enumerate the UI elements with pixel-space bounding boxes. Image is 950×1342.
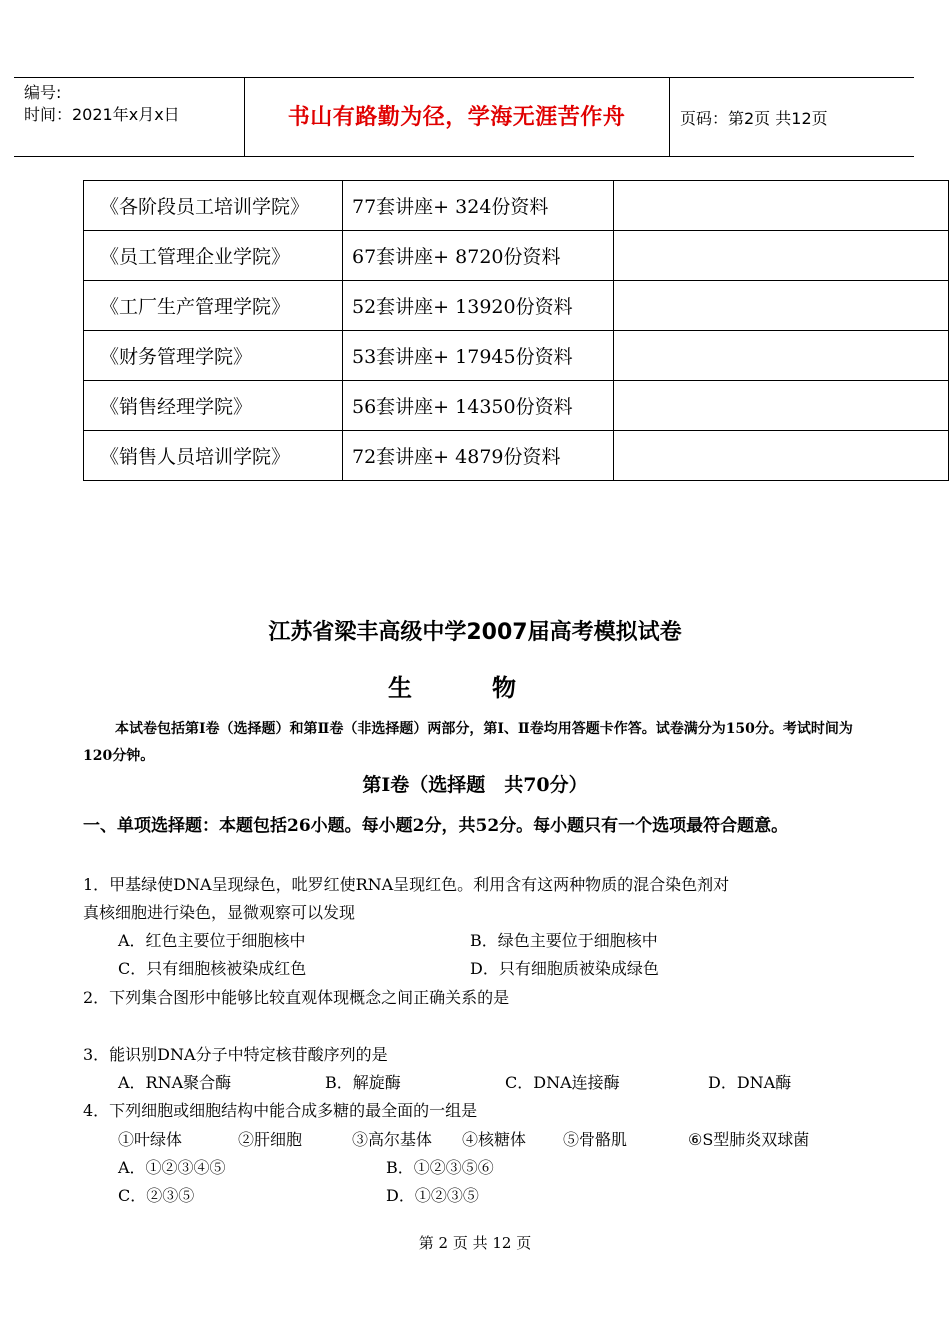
catalog-note: [614, 181, 949, 231]
part-title: 第Ⅰ卷（选择题 共70分）: [362, 774, 588, 796]
page-footer: 第 2 页 共 12 页: [418, 1234, 532, 1252]
question-4-item: ④核糖体: [462, 1130, 527, 1149]
question-1-option-b: B．绿色主要位于细胞核中: [470, 931, 658, 950]
question-4-item: ⑥S型肺炎双球菌: [688, 1130, 810, 1149]
exam-intro: 本试卷包括第Ⅰ卷（选择题）和第Ⅱ卷（非选择题）两部分，第Ⅰ、Ⅱ卷均用答题卡作答。试卷满分为150分。考试时间为120分钟。: [83, 721, 853, 764]
catalog-name: 《各阶段员工培训学院》: [84, 181, 343, 231]
catalog-note: [614, 431, 949, 481]
catalog-name: 《销售人员培训学院》: [84, 431, 343, 481]
question-1-option-d: D．只有细胞质被染成绿色: [470, 959, 659, 978]
subject-char: 物: [492, 674, 516, 702]
question-1-stem-cont: 真核细胞进行染色，显微观察可以发现: [83, 903, 356, 922]
table-row: [84, 231, 949, 281]
question-2-stem: 2．下列集合图形中能够比较直观体现概念之间正确关系的是: [83, 988, 510, 1007]
subject-char: 生: [388, 674, 412, 702]
catalog-table: [83, 180, 949, 481]
catalog-note: [614, 381, 949, 431]
table-row: [84, 431, 949, 481]
question-1-stem: 1．甲基绿使DNA呈现绿色，吡罗红使RNA呈现红色。利用含有这两种物质的混合染色剂对: [83, 875, 730, 894]
table-row: [84, 181, 949, 231]
question-3-option-c: C．DNA连接酶: [505, 1073, 620, 1092]
section-heading: 一、单项选择题：本题包括26小题。每小题2分，共52分。每小题只有一个选项最符合题意。: [83, 816, 789, 836]
catalog-note: [614, 331, 949, 381]
number-label: 编号:: [24, 83, 62, 102]
catalog-name: 《财务管理学院》: [84, 331, 343, 381]
exam-title: 江苏省梁丰高级中学2007届高考模拟试卷: [268, 620, 682, 645]
question-4-item: ①叶绿体: [118, 1130, 183, 1149]
time-label: 时间：2021年x月x日: [24, 105, 180, 124]
table-row: [84, 331, 949, 381]
catalog-name: 《销售经理学院》: [84, 381, 343, 431]
catalog-note: [614, 281, 949, 331]
question-1-option-c: C．只有细胞核被染成红色: [118, 959, 307, 978]
question-4-stem: 4．下列细胞或细胞结构中能合成多糖的最全面的一组是: [83, 1101, 478, 1120]
catalog-count: 52套讲座+ 13920份资料: [343, 281, 614, 331]
question-3-stem: 3．能识别DNA分子中特定核苷酸序列的是: [83, 1045, 388, 1064]
catalog-count: 77套讲座+ 324份资料: [343, 181, 614, 231]
question-3-option-d: D．DNA酶: [708, 1073, 792, 1092]
catalog-count: 67套讲座+ 8720份资料: [343, 231, 614, 281]
catalog-name: 《员工管理企业学院》: [84, 231, 343, 281]
catalog-count: 53套讲座+ 17945份资料: [343, 331, 614, 381]
question-4-option-b: B．①②③⑤⑥: [386, 1158, 494, 1177]
table-row: [84, 281, 949, 331]
question-4-option-d: D．①②③⑤: [386, 1186, 479, 1205]
question-4-option-a: A．①②③④⑤: [118, 1158, 226, 1177]
catalog-name: 《工厂生产管理学院》: [84, 281, 343, 331]
header-page-info: 页码：第2页 共12页: [680, 109, 828, 128]
question-3-option-a: A．RNA聚合酶: [118, 1073, 232, 1092]
question-1-option-a: A．红色主要位于细胞核中: [118, 931, 306, 950]
header-meta: [24, 82, 244, 126]
header-motto: 书山有路勤为径，学海无涯苦作舟: [287, 105, 626, 130]
question-4-item: ②肝细胞: [238, 1130, 303, 1149]
question-3-option-b: B．解旋酶: [325, 1073, 401, 1092]
question-4-option-c: C．②③⑤: [118, 1186, 195, 1205]
page-header: [14, 77, 914, 157]
catalog-count: 72套讲座+ 4879份资料: [343, 431, 614, 481]
catalog-count: 56套讲座+ 14350份资料: [343, 381, 614, 431]
catalog-note: [614, 231, 949, 281]
header-divider: [669, 78, 670, 156]
table-row: [84, 381, 949, 431]
question-4-item: ③高尔基体: [352, 1130, 433, 1149]
question-4-item: ⑤骨骼肌: [563, 1130, 628, 1149]
